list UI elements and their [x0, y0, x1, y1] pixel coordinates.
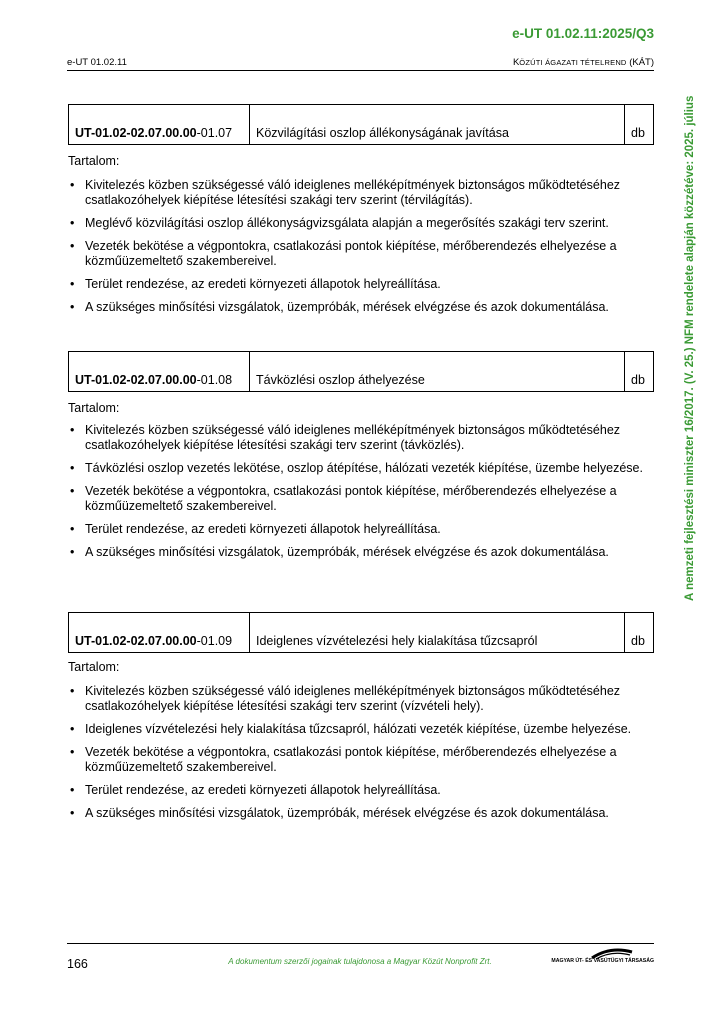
- list-item: • Terület rendezése, az eredeti környezeti állapotok helyreállítása.: [68, 277, 658, 292]
- item-unit: db: [625, 105, 654, 145]
- list-item: • Kivitelezés közben szükségessé váló ideiglenes melléképítmények biztonságos működtetéséhez csatlakozóhelyek kiépítése létesítési szakági terv szerint (térvilágítás).: [68, 178, 658, 208]
- header-right-initial: K: [512, 57, 520, 68]
- document-code: e-UT 01.02.11:2025/Q3: [512, 26, 654, 41]
- side-note: A nemzeti fejlesztési miniszter 16/2017. (V. 25.) NFM rendelete alapján közzétéve: 2025. július: [684, 96, 696, 602]
- header-right-smallcaps: ÖZÚTI ÁGAZATI TÉTELREND: [519, 58, 627, 67]
- list-item: • A szükséges minősítési vizsgálatok, üzempróbák, mérések elvégzése és azok dokumentálása.: [68, 545, 658, 560]
- bullet-list-0107: [68, 178, 658, 323]
- list-item: • Vezeték bekötése a végpontokra, csatlakozási pontok kiépítése, mérőberendezés elhelyezése a közműüzemeltető szakembereivel.: [68, 484, 658, 514]
- content-label: Tartalom:: [68, 660, 120, 674]
- list-item: • A szükséges minősítési vizsgálatok, üzempróbák, mérések elvégzése és azok dokumentálása.: [68, 806, 658, 821]
- list-item: • Meglévő közvilágítási oszlop állékonyságvizsgálata alapján a megerősítés szakági terv szerint.: [68, 216, 658, 231]
- item-unit: db: [625, 352, 654, 392]
- item-code: UT-01.02-02.07.00.00-01.07: [69, 105, 250, 145]
- item-title: Közvilágítási oszlop állékonyságának javítása: [250, 105, 625, 145]
- list-item: • Vezeték bekötése a végpontokra, csatlakozási pontok kiépítése, mérőberendezés elhelyezése a közműüzemeltető szakembereivel.: [68, 745, 658, 775]
- list-item: • Ideiglenes vízvételezési hely kialakítása tűzcsapról, hálózati vezeték kiépítése, üzembe helyezése.: [68, 722, 658, 737]
- logo-text: MAGYAR ÚT- ÉS VASÚTÜGYI TÁRSASÁG: [551, 958, 654, 964]
- item-table-0109: [68, 612, 654, 653]
- item-table-0107: [68, 104, 654, 145]
- item-unit: db: [625, 613, 654, 653]
- list-item: • Kivitelezés közben szükségessé váló ideiglenes melléképítmények biztonságos működtetéséhez csatlakozóhelyek kiépítése létesítési szakági terv szerint (távközlés).: [68, 423, 658, 453]
- list-item: • Terület rendezése, az eredeti környezeti állapotok helyreállítása.: [68, 522, 658, 537]
- footer-rule: [67, 943, 654, 944]
- item-code: UT-01.02-02.07.00.00-01.09: [69, 613, 250, 653]
- bullet-list-0109: [68, 684, 658, 829]
- item-title: Távközlési oszlop áthelyezése: [250, 352, 625, 392]
- item-title: Ideiglenes vízvételezési hely kialakítása tűzcsapról: [250, 613, 625, 653]
- list-item: • Kivitelezés közben szükségessé váló ideiglenes melléképítmények biztonságos működtetéséhez csatlakozóhelyek kiépítése létesítési szakági terv szerint (vízvételi hely).: [68, 684, 658, 714]
- content-label: Tartalom:: [68, 154, 120, 168]
- item-code: UT-01.02-02.07.00.00-01.08: [69, 352, 250, 392]
- list-item: • Terület rendezése, az eredeti környezeti állapotok helyreállítása.: [68, 783, 658, 798]
- header-right: [513, 57, 654, 68]
- content-label: Tartalom:: [68, 401, 120, 415]
- list-item: • A szükséges minősítési vizsgálatok, üzempróbák, mérések elvégzése és azok dokumentálása.: [68, 300, 658, 315]
- list-item: • Vezeték bekötése a végpontokra, csatlakozási pontok kiépítése, mérőberendezés elhelyezése a közműüzemeltető szakembereivel.: [68, 239, 658, 269]
- bullet-list-0108: [68, 423, 658, 568]
- copyright-note: A dokumentum szerzői jogainak tulajdonosa a Magyar Közút Nonprofit Zrt.: [228, 957, 492, 966]
- item-table-0108: [68, 351, 654, 392]
- list-item: • Távközlési oszlop vezetés lekötése, oszlop átépítése, hálózati vezeték kiépítése, üzembe helyezése.: [68, 461, 658, 476]
- header-left: e-UT 01.02.11: [67, 57, 127, 68]
- header-right-suffix: (KÁT): [629, 57, 654, 68]
- page-number: 166: [67, 957, 88, 971]
- header-rule: [67, 70, 654, 71]
